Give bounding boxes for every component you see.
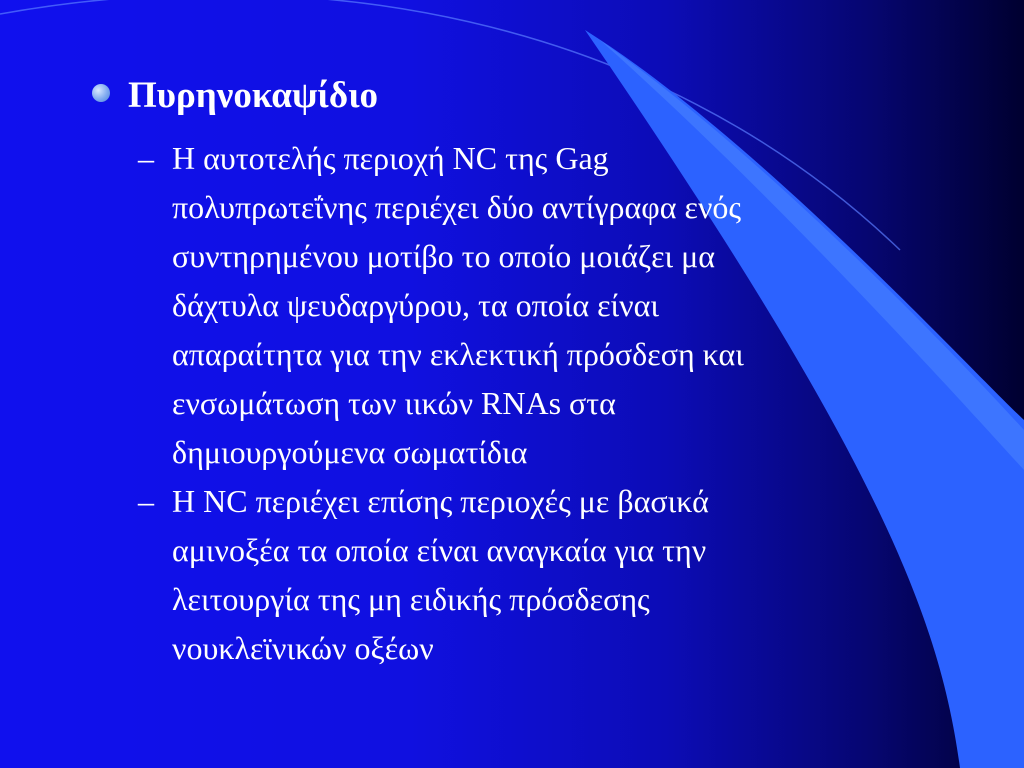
item-2-line-3: λειτουργία της μη ειδικής πρόσδεσης <box>172 581 650 617</box>
item-1-line-3: συντηρημένου μοτίβο το οποίο μοιάζει μα <box>172 238 716 274</box>
item-1-line-5: απαραίτητα για την εκλεκτική πρόσδεση και <box>172 336 744 372</box>
bullet-dot-icon <box>92 84 110 102</box>
list-item-2 <box>172 477 709 673</box>
dash-bullet-1: – <box>138 140 154 176</box>
slide-heading: Πυρηνοκαψίδιο <box>128 75 379 116</box>
item-2-line-4: νουκλεϊνικών οξέων <box>172 630 434 666</box>
item-2-line-2: αμινοξέα τα οποία είναι αναγκαία για την <box>172 532 707 568</box>
item-1-line-2: πολυπρωτεΐνης περιέχει δύο αντίγραφα ενός <box>172 189 742 225</box>
item-1-line-4: δάχτυλα ψευδαργύρου, τα οποία είναι <box>172 287 659 323</box>
item-2-line-1: Η NC περιέχει επίσης περιοχές με βασικά <box>172 483 709 519</box>
item-1-line-1: Η αυτοτελής περιοχή NC της Gag <box>172 140 609 176</box>
dash-bullet-2: – <box>138 483 154 519</box>
list-item-1 <box>172 134 744 477</box>
item-1-line-7: δημιουργούμενα σωματίδια <box>172 434 528 470</box>
item-1-line-6: ενσωμάτωση των ιικών RNAs στα <box>172 385 616 421</box>
